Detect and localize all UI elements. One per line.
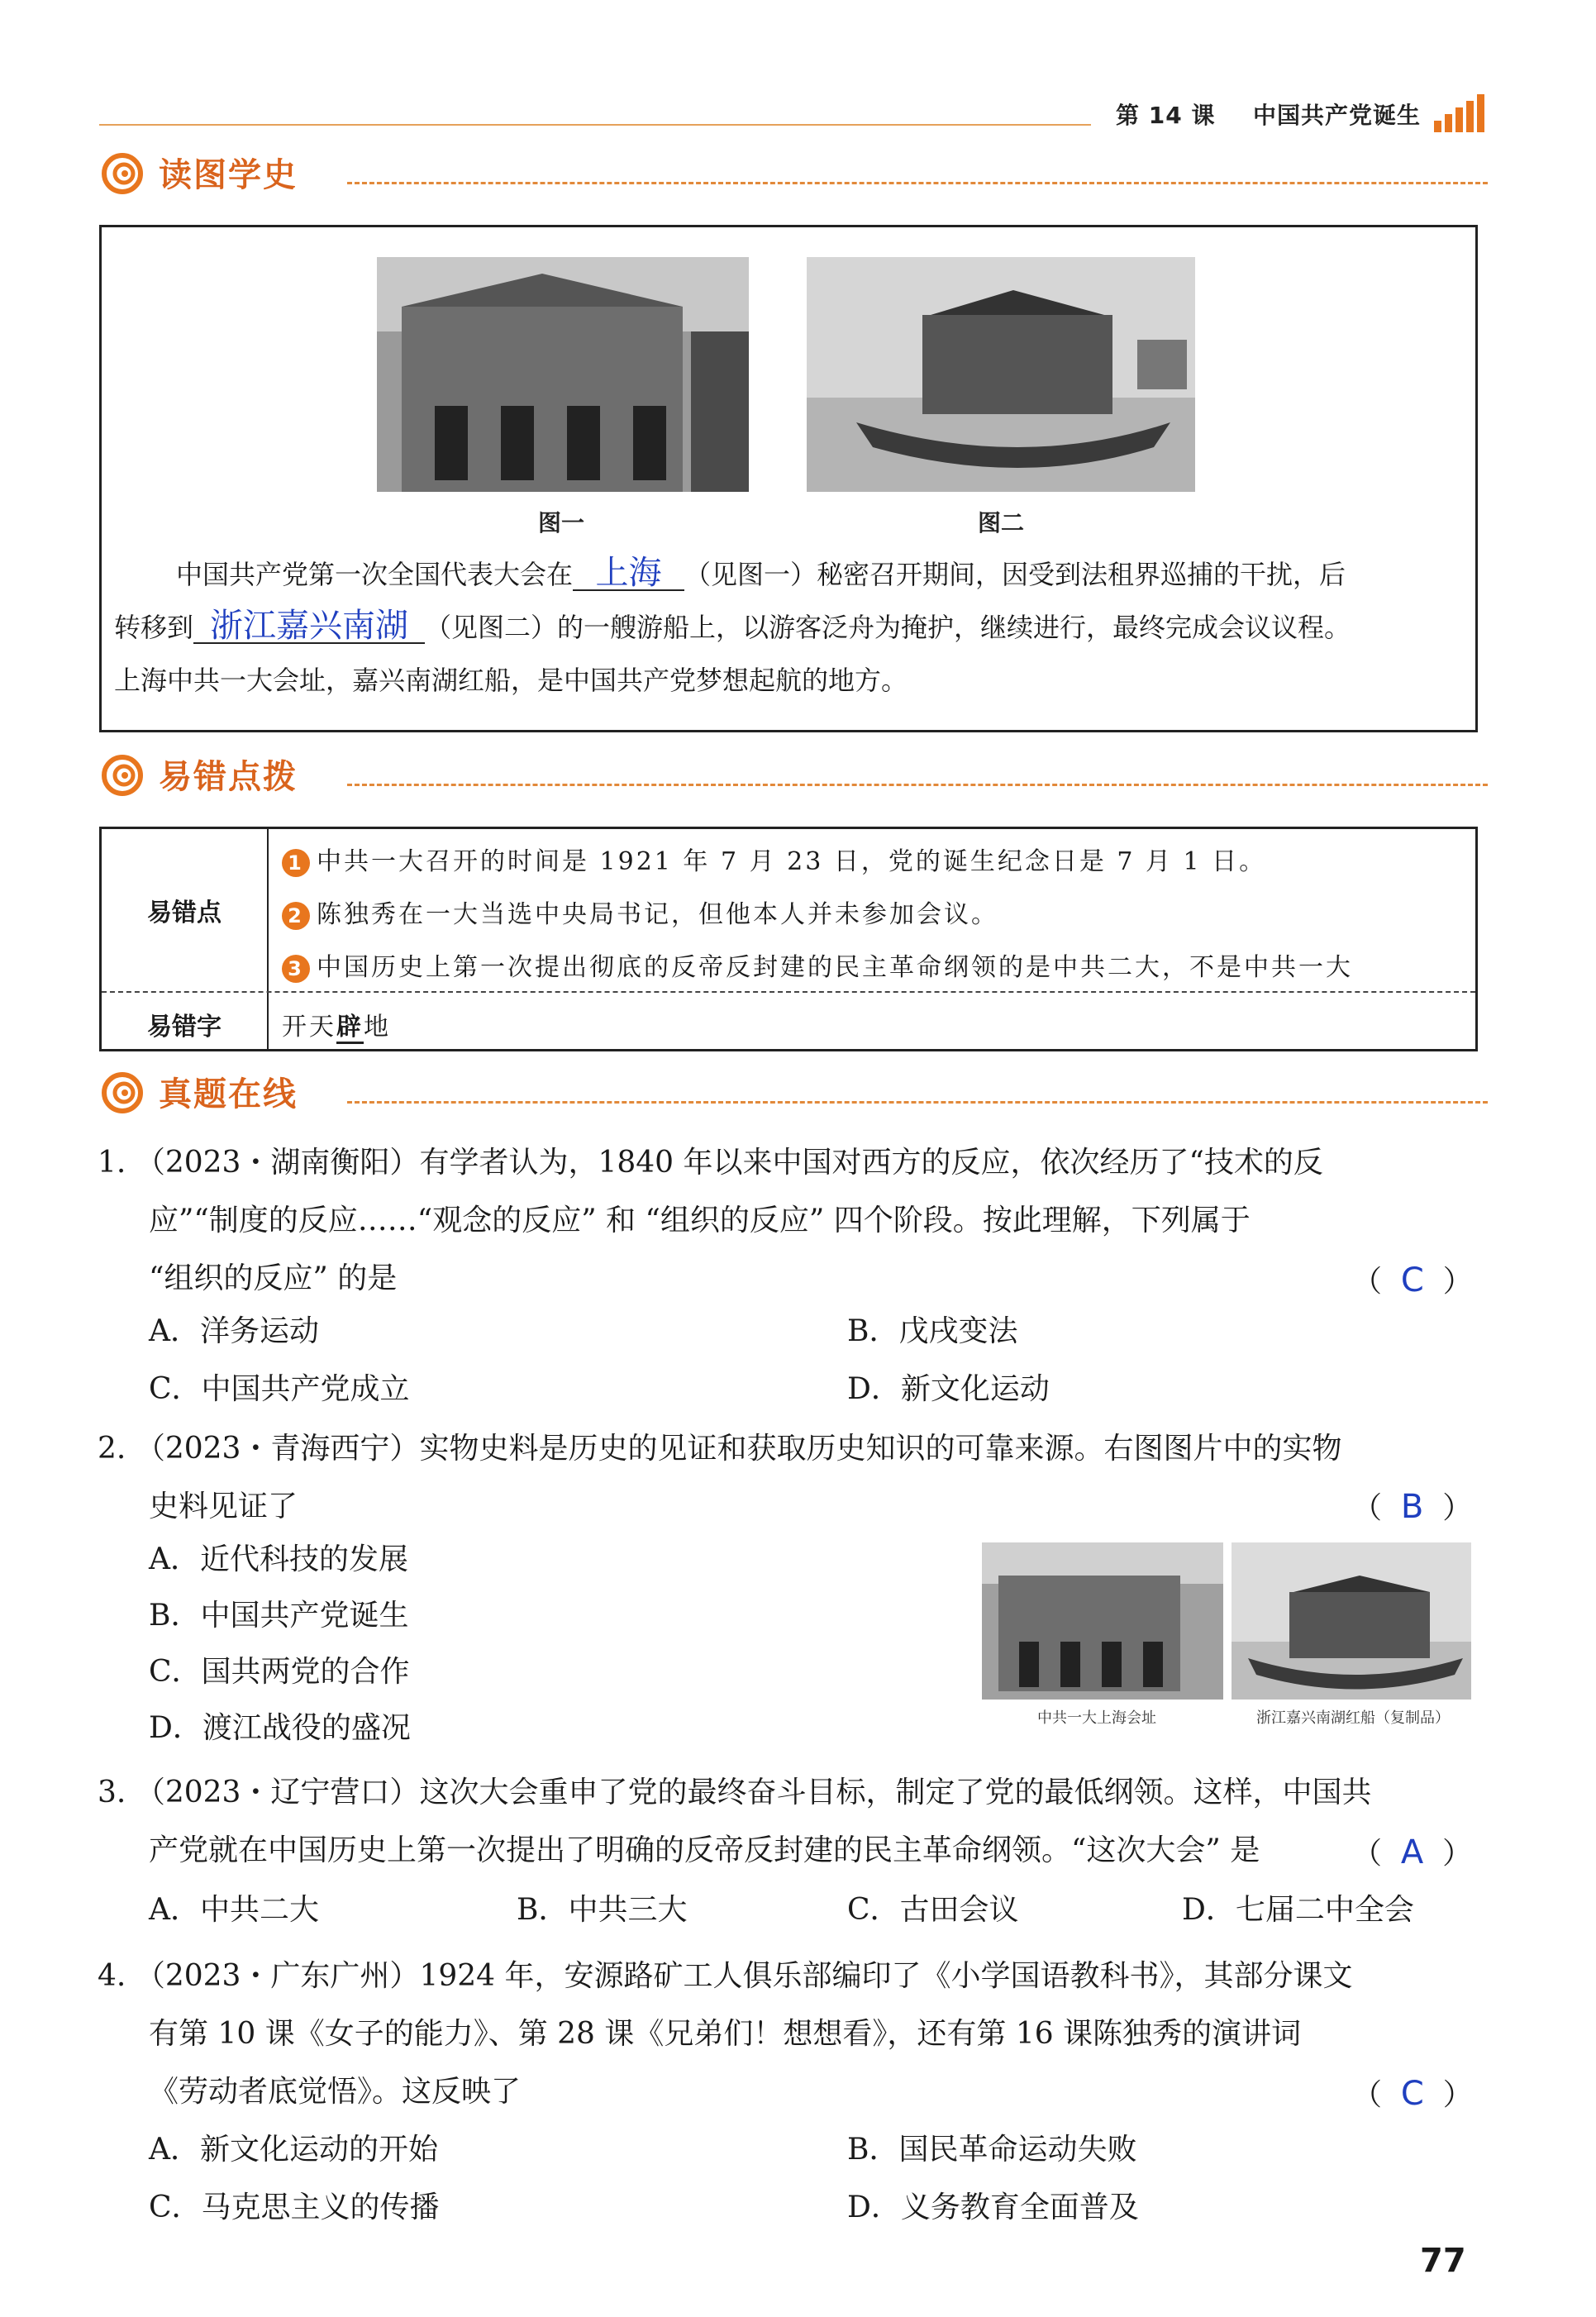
- page-number: 77: [1420, 2242, 1466, 2280]
- option-2d: D．渡江战役的盛况: [149, 1711, 411, 1745]
- signal-bars-icon: [1434, 93, 1484, 132]
- row-divider: [102, 991, 1475, 993]
- figure-1-caption: 图一: [538, 509, 585, 536]
- section-title: 读图学史: [159, 156, 298, 194]
- text-segment: （见图二）的一艘游船上，以游客泛舟为掩护，继续进行，最终完成会议议程。: [425, 612, 1351, 643]
- question-number: 3.: [98, 1776, 126, 1809]
- question-text: 这次大会重申了党的最终奋斗目标，制定了党的最低纲领。这样，中国共: [419, 1776, 1372, 1809]
- figure-2-boat-photo: [807, 257, 1195, 492]
- emphasized-char: 辟: [336, 1013, 364, 1044]
- question-2-line-2: 史料见证了: [149, 1490, 298, 1523]
- answer: C: [1400, 1261, 1424, 1299]
- option-1c: C．中国共产党成立: [149, 1372, 410, 1406]
- number-badge: 3: [282, 955, 310, 983]
- figure-1-building-photo: [377, 257, 749, 492]
- option-3d: D．七届二中全会: [1182, 1893, 1414, 1927]
- number-badge: 2: [282, 902, 310, 930]
- dashed-rule: [347, 182, 1488, 184]
- lesson-number: 第 14 课: [1116, 102, 1216, 129]
- question-4-line-1: [98, 1948, 1353, 2005]
- question-3-line-1: [98, 1764, 1371, 1822]
- question-source: （2023・广东广州）: [135, 1959, 420, 1993]
- section-read-heading: [99, 145, 1488, 198]
- column-divider: [267, 829, 269, 1049]
- question-4-line-3: 《劳动者底觉悟》。这反映了: [149, 2075, 522, 2109]
- option-3c: C．古田会议: [847, 1893, 1019, 1927]
- option-3a: A．中共二大: [149, 1893, 319, 1927]
- question-3-line-2: 产党就在中国历史上第一次提出了明确的反帝反封建的民主革命纲领。“这次大会” 是: [149, 1833, 1260, 1867]
- read-text-line-2: [114, 601, 1351, 654]
- dashed-rule: [347, 1101, 1488, 1104]
- option-2b: B．中国共产党诞生: [149, 1599, 409, 1633]
- option-4a: A．新文化运动的开始: [149, 2133, 438, 2167]
- read-text-line-1: [176, 548, 1346, 601]
- option-1a: A．洋务运动: [149, 1314, 319, 1348]
- spiral-icon: [99, 1068, 145, 1114]
- section-title: 易错点拨: [159, 758, 298, 796]
- text-segment: 中国共产党第一次全国代表大会在: [176, 559, 574, 590]
- error-point-text: 中共一大召开的时间是 1921 年 7 月 23 日，党的诞生纪念日是 7 月 1 日。: [317, 847, 1267, 876]
- answer: B: [1400, 1488, 1424, 1526]
- error-point-2: [282, 894, 998, 930]
- question-source: （2023・辽宁营口）: [135, 1776, 420, 1809]
- answer-fill-1: 上海: [573, 556, 684, 591]
- answer-slot-3: （ A ）: [1352, 1833, 1473, 1871]
- option-4c: C．马克思主义的传播: [149, 2191, 440, 2224]
- option-2a: A．近代科技的发展: [149, 1542, 408, 1576]
- question-2-building-photo: [982, 1542, 1223, 1700]
- answer: A: [1400, 1833, 1424, 1871]
- text-segment: 开天: [282, 1013, 336, 1042]
- option-3b: B．中共三大: [517, 1893, 688, 1927]
- question-text: 实物史料是历史的见证和获取历史知识的可靠来源。右图图片中的实物: [419, 1432, 1342, 1466]
- question-number: 1.: [98, 1146, 126, 1180]
- question-2-boat-photo: [1232, 1542, 1471, 1700]
- error-point-text: 中国历史上第一次提出彻底的反帝反封建的民主革命纲领的是中共二大，不是中共一大: [317, 953, 1353, 982]
- question-text: 有学者认为，1840 年以来中国对西方的反应，依次经历了“技术的反: [419, 1146, 1323, 1180]
- error-chars: [282, 1006, 391, 1042]
- question-number: 2.: [98, 1432, 126, 1466]
- answer-slot-1: （ C ）: [1352, 1261, 1473, 1299]
- question-1-line-3: “组织的反应” 的是: [149, 1261, 398, 1295]
- read-figure-box: [99, 225, 1478, 732]
- option-1b: B．戊戌变法: [847, 1314, 1018, 1348]
- error-point-text: 陈独秀在一大当选中央局书记，但他本人并未参加会议。: [317, 900, 998, 929]
- question-4-line-2: 有第 10 课《女子的能力》、第 28 课《兄弟们！想想看》，还有第 16 课陈独秀的演讲词: [149, 2017, 1302, 2051]
- error-point-3: [282, 946, 1353, 983]
- section-exam-heading: [99, 1065, 1488, 1118]
- option-4b: B．国民革命运动失败: [847, 2133, 1137, 2167]
- question-text: 1924 年，安源路矿工人俱乐部编印了《小学国语教科书》，其部分课文: [419, 1959, 1353, 1993]
- error-point-1: [282, 841, 1266, 877]
- spiral-icon: [99, 149, 145, 195]
- label-error-points: 易错点: [147, 899, 222, 927]
- header-rule: [99, 124, 1091, 126]
- text-segment: 转移到: [114, 612, 194, 643]
- question-2-image-caption-right: 浙江嘉兴南湖红船（复制品）: [1256, 1709, 1450, 1727]
- text-segment: 地: [364, 1013, 391, 1042]
- number-badge: 1: [282, 849, 310, 877]
- option-2c: C．国共两党的合作: [149, 1655, 410, 1689]
- text-segment: （见图一）秘密召开期间，因受到法租界巡捕的干扰，后: [684, 559, 1346, 590]
- question-1-line-1: [98, 1134, 1323, 1192]
- question-source: （2023・湖南衡阳）: [135, 1146, 420, 1180]
- section-title: 真题在线: [159, 1075, 298, 1113]
- figure-2-caption: 图二: [978, 509, 1025, 536]
- dashed-rule: [347, 784, 1488, 786]
- label-error-chars: 易错字: [147, 1013, 222, 1042]
- spiral-icon: [99, 751, 145, 797]
- option-4d: D．义务教育全面普及: [847, 2191, 1139, 2224]
- answer-slot-2: （ B ）: [1352, 1488, 1473, 1526]
- read-text-line-3: 上海中共一大会址，嘉兴南湖红船，是中国共产党梦想起航的地方。: [114, 665, 908, 696]
- question-source: （2023・青海西宁）: [135, 1432, 420, 1466]
- question-2-image-caption-left: 中共一大上海会址: [1037, 1709, 1156, 1727]
- section-errors-heading: [99, 747, 1488, 800]
- lesson-header: [1116, 98, 1421, 131]
- lesson-title: 中国共产党诞生: [1252, 102, 1421, 129]
- answer-fill-2: 浙江嘉兴南湖: [193, 609, 425, 644]
- errors-table: [99, 827, 1478, 1051]
- answer: C: [1400, 2075, 1424, 2113]
- question-number: 4.: [98, 1959, 126, 1993]
- option-1d: D．新文化运动: [847, 1372, 1050, 1406]
- question-2-line-1: [98, 1420, 1341, 1478]
- question-1-line-2: 应”“制度的反应……“观念的反应” 和 “组织的反应” 四个阶段。按此理解，下列属于: [149, 1204, 1251, 1237]
- answer-slot-4: （ C ）: [1352, 2075, 1473, 2113]
